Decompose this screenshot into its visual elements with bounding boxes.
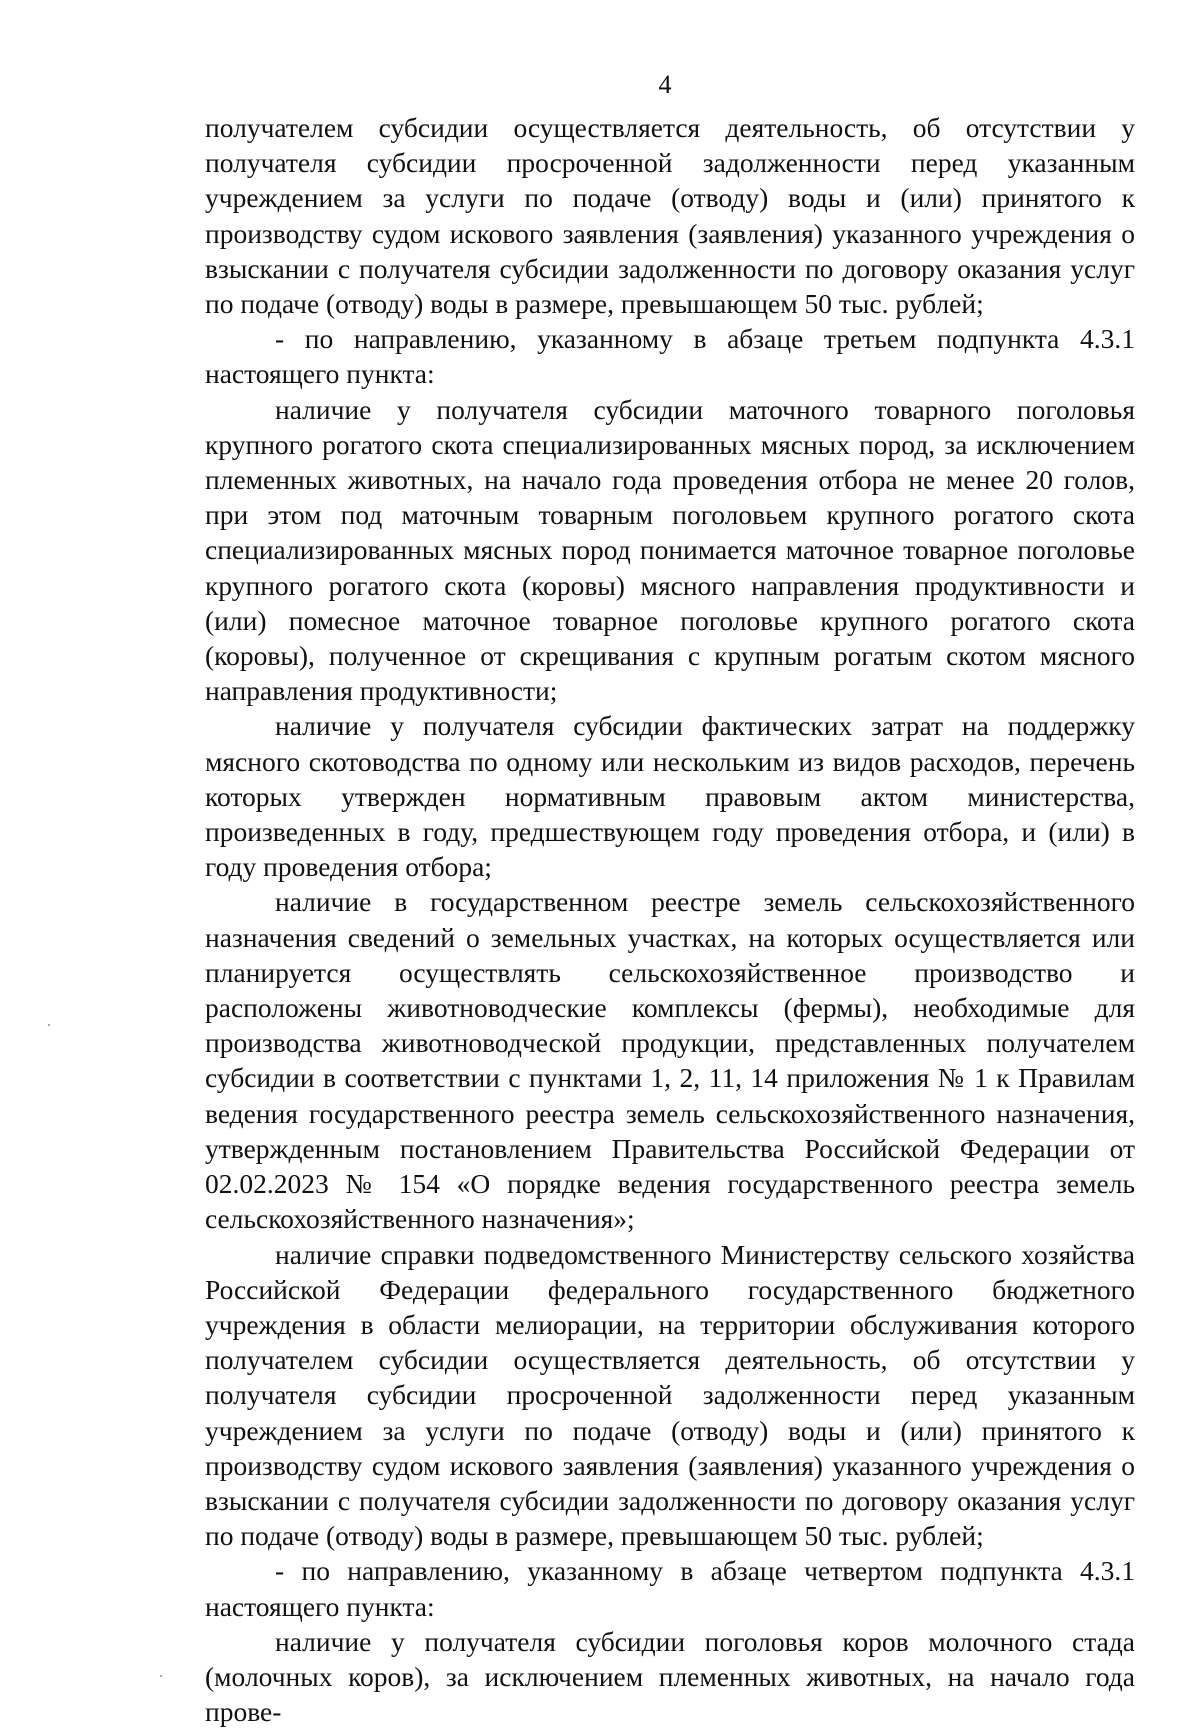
paragraph-dairy-herd: наличие у получателя субсидии поголовья коров молочного стада (молочных коров), за исключением племенных животных, на начало года прове- <box>205 1625 1135 1728</box>
paragraph-direction-third: - по направлению, указанному в абзаце третьем подпункта 4.3.1 настоящего пункта: <box>205 323 1135 390</box>
paragraph-meat-herd: наличие у получателя субсидии маточного товарного поголовья крупного рогатого скота специализированных мясных пород, за исключением племенных животных, на начало года проведения отбора не менее 20 голов, при этом под маточным товарным поголовьем крупного рогатого скота специализированных мясных пород понимается маточное товарное поголовье крупного рогатого скота (коровы) мясного направления продуктивности и (или) помесное маточное товарное поголовье крупного рогатого скота (коровы), полученное от скрещивания с крупным рогатым скотом мясного направления продуктивности; <box>205 393 1135 707</box>
paragraph-actual-costs: наличие у получателя субсидии фактических затрат на поддержку мясного скотоводства по одному или нескольким из видов расходов, перечень которых утвержден нормативным правовым актом министерства, произведенных в году, предшествующем году проведения отбора, и (или) в году проведения отбора; <box>205 710 1135 883</box>
paragraph-land-registry: наличие в государственном реестре земель сельскохозяйственного назначения сведений о земельных участках, на которых осуществляется или планируется осуществлять сельскохозяйственное производство и расположены животноводческие комплексы (фермы), необходимые для производства животноводческой продукции, представленных получателем субсидии в соответствии с пунктами 1, 2, 11, 14 приложения № 1 к Правилам ведения государственного реестра земель сельскохозяйственного назначения, утвержденным постановлением Правительства Российской Федерации от 02.02.2023 № 154 «О порядке ведения государственного реестра земель сельскохозяйственного назначения»; <box>205 886 1135 1235</box>
scan-speck <box>48 1024 50 1026</box>
paragraph-melioration-certificate: наличие справки подведомственного Министерству сельского хозяйства Российской Федерации федерального государственного бюджетного учреждения в области мелиорации, на территории обслуживания которого получателем субсидии осуществляется деятельность, об отсутствии у получателя субсидии просроченной задолженности перед указанным учреждением за услуги по подаче (отводу) воды и (или) принятого к производству судом искового заявления (заявления) указанного учреждения о взыскании с получателя субсидии задолженности по договору оказания услуг по подаче (отводу) воды в размере, превышающем 50 тыс. рублей; <box>205 1238 1135 1552</box>
document-body <box>205 110 1135 1729</box>
page-number: 4 <box>658 70 672 99</box>
paragraph-continuation: получателем субсидии осуществляется деятельность, об отсутствии у получателя субсидии просроченной задолженности перед указанным учреждением за услуги по подаче (отводу) воды и (или) принятого к производству судом искового заявления (заявления) указанного учреждения о взыскании с получателя субсидии задолженности по договору оказания услуг по подаче (отводу) воды в размере, превышающем 50 тыс. рублей; <box>205 112 1135 320</box>
scan-speck <box>160 1675 162 1677</box>
paragraph-direction-fourth: - по направлению, указанному в абзаце четвертом подпункта 4.3.1 настоящего пункта: <box>205 1555 1135 1622</box>
